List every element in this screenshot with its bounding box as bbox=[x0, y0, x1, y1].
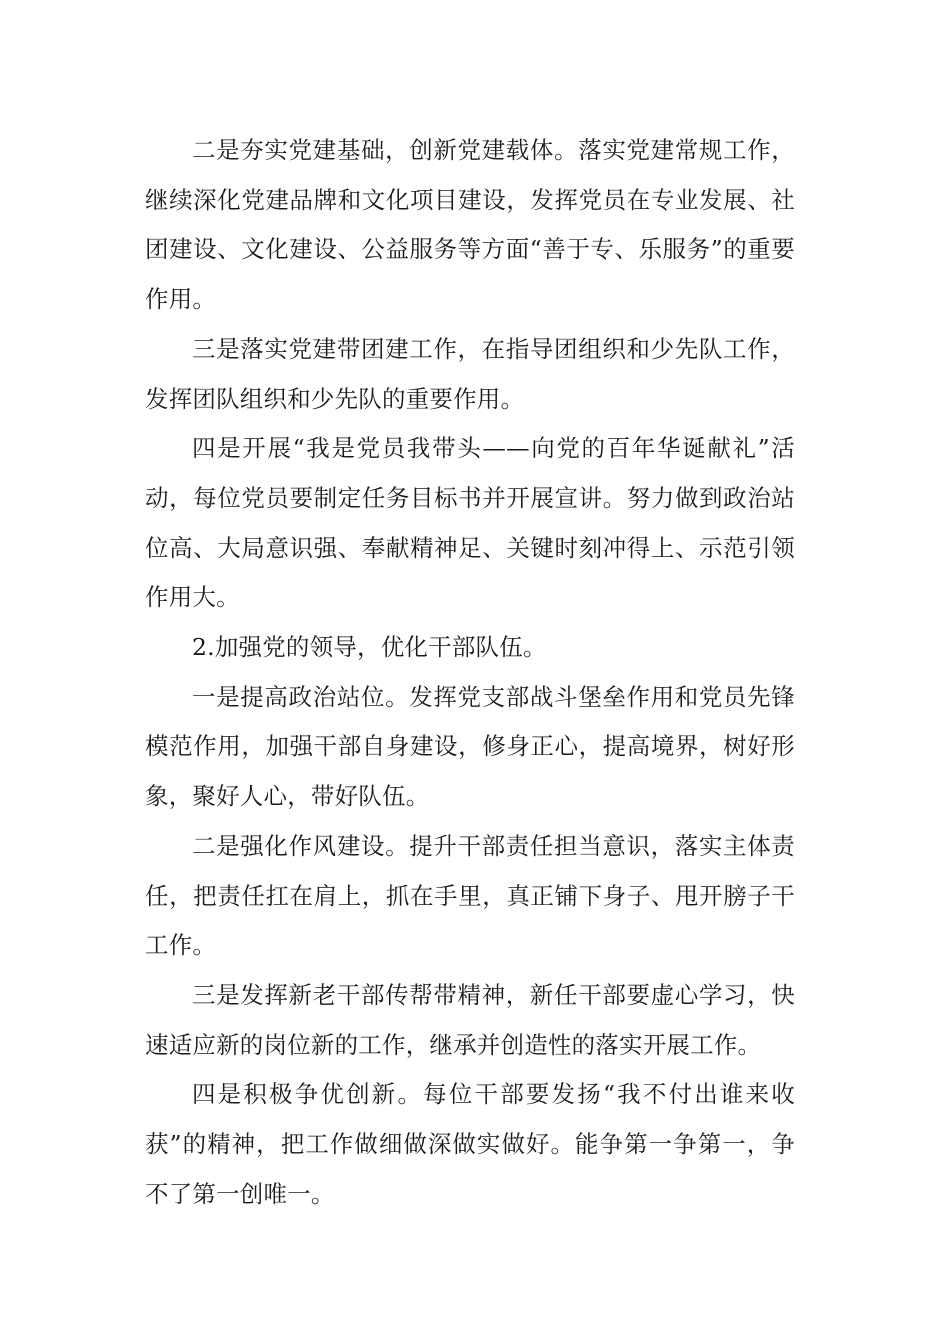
paragraph-5: 二是强化作风建设。提升干部责任担当意识，落实主体责任，把责任扛在肩上，抓在手里，真正铺下身子、甩开膀子干工作。 bbox=[145, 831, 795, 960]
paragraph-2: 三是落实党建带团建工作，在指导团组织和少先队工作，发挥团队组织和少先队的重要作用。 bbox=[145, 334, 795, 413]
section-heading: 2.加强党的领导，优化干部队伍。 bbox=[192, 633, 547, 662]
paragraph-7: 四是积极争优创新。每位干部要发扬“我不付出谁来收获”的精神，把工作做细做深做实做好。能争第一争第一，争不了第一创唯一。 bbox=[145, 1080, 795, 1208]
document-body bbox=[145, 126, 795, 1219]
paragraph-4: 一是提高政治站位。发挥党支部战斗堡垒作用和党员先锋模范作用，加强干部自身建设，修身正心，提高境界，树好形象，聚好人心，带好队伍。 bbox=[145, 682, 795, 811]
paragraph-6: 三是发挥新老干部传帮带精神，新任干部要虚心学习，快速适应新的岗位新的工作，继承并创造性的落实开展工作。 bbox=[145, 980, 795, 1059]
paragraph-3: 四是开展“我是党员我带头——向党的百年华诞献礼”活动，每位党员要制定任务目标书并开展宣讲。努力做到政治站位高、大局意识强、奉献精神足、关键时刻冲得上、示范引领作用大。 bbox=[145, 434, 795, 612]
paragraph-1: 二是夯实党建基础，创新党建载体。落实党建常规工作，继续深化党建品牌和文化项目建设，发挥党员在专业发展、社团建设、文化建设、公益服务等方面“善于专、乐服务”的重要作用。 bbox=[145, 136, 795, 314]
